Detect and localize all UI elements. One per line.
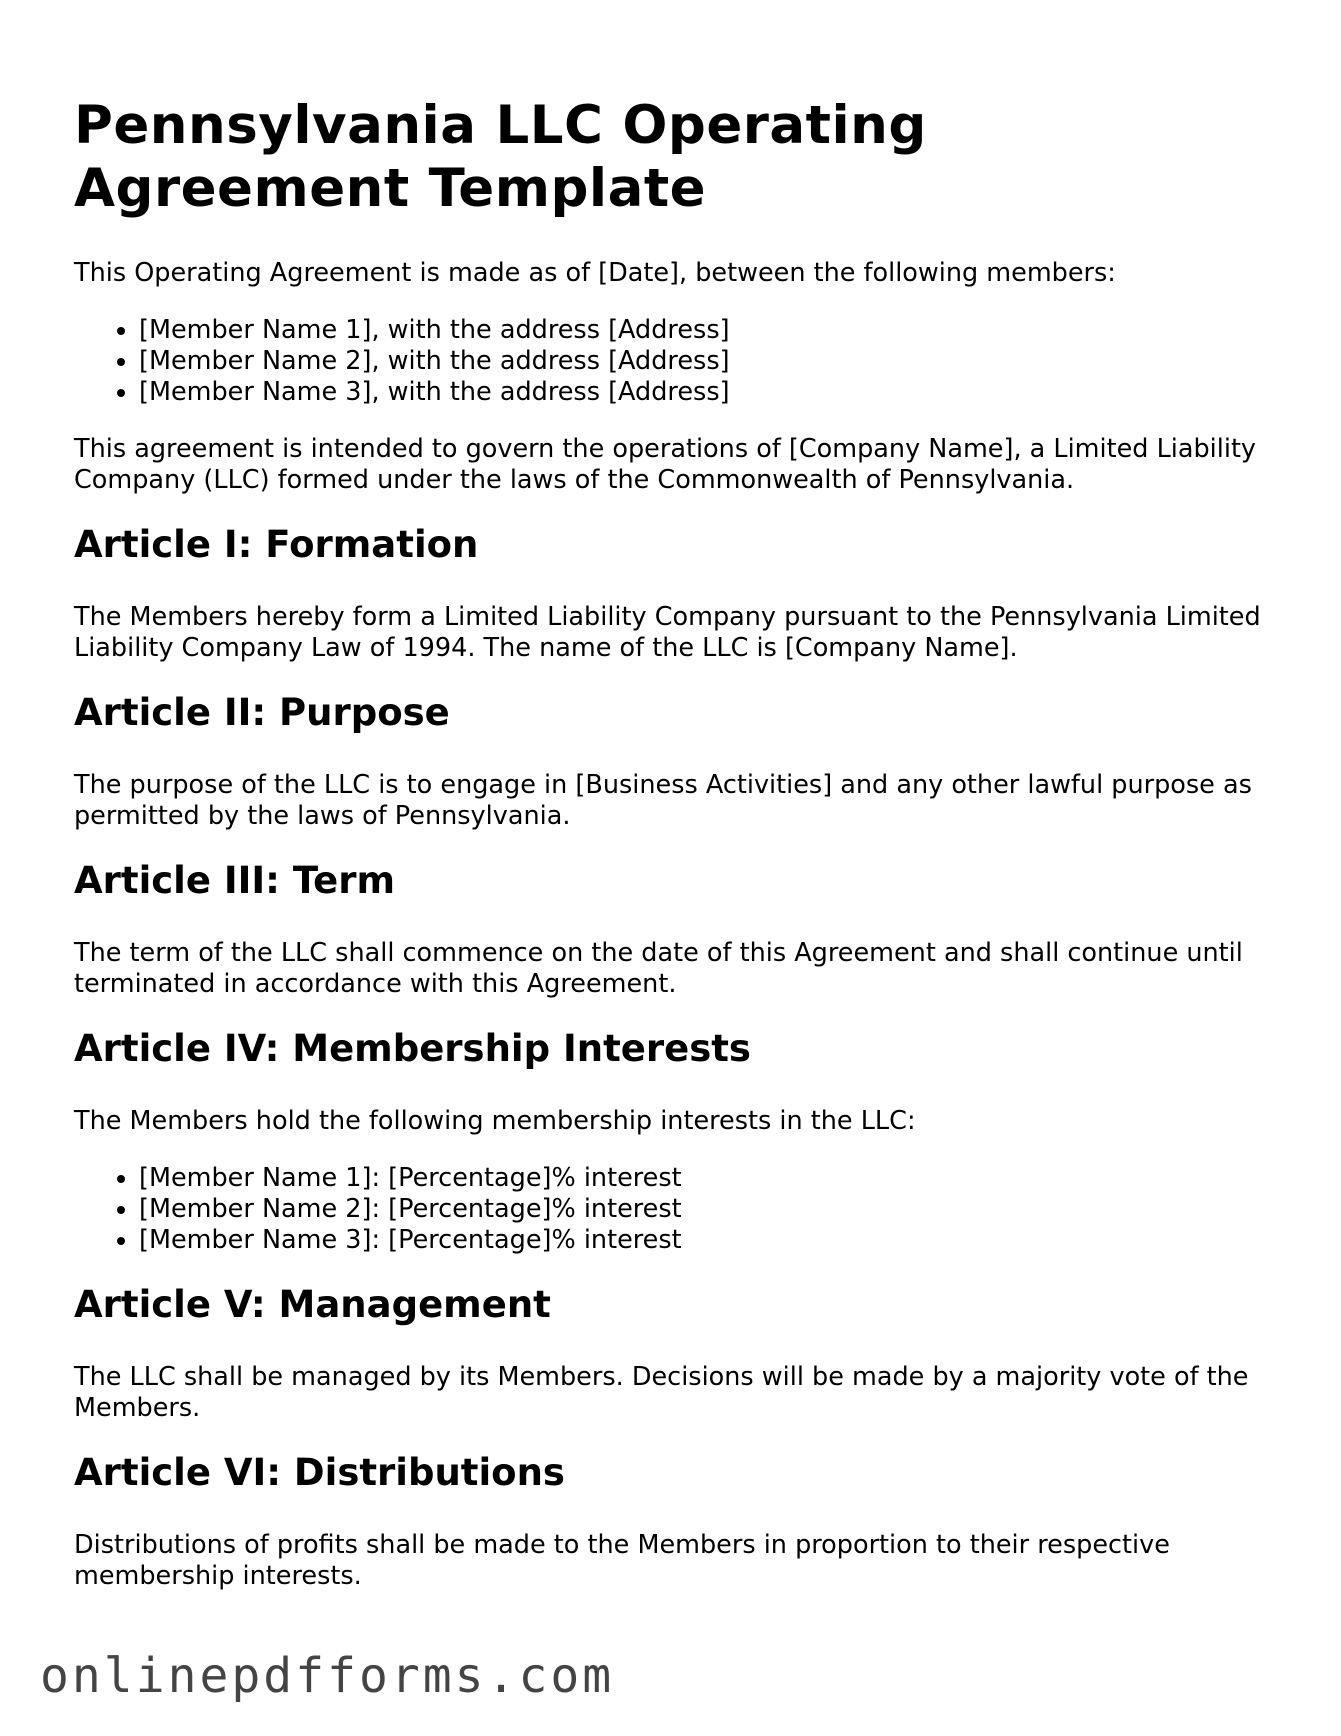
list-item: • [Member Name 3], with the address [Address]	[139, 377, 1274, 408]
list-item: • [Member Name 3]: [Percentage]% interest	[139, 1225, 1274, 1256]
membership-interests-list	[74, 1163, 1274, 1256]
list-item: • [Member Name 1], with the address [Address]	[139, 315, 1274, 346]
list-item: • [Member Name 1]: [Percentage]% interest	[139, 1163, 1274, 1194]
watermark-text: onlinepdfforms.com	[40, 1648, 615, 1704]
members-list	[74, 315, 1274, 408]
article-4-body: The Members hold the following membership interests in the LLC:	[74, 1106, 916, 1136]
article-1-body: The Members hereby form a Limited Liability Company pursuant to the Pennsylvania Limited Liability Company Law of 1994. The name of the LLC is [Company Name].	[74, 602, 1261, 663]
document-page	[74, 94, 1274, 1618]
article-4-heading: Article IV: Membership Interests	[74, 1027, 751, 1070]
article-2-body: The purpose of the LLC is to engage in [Business Activities] and any other lawful purpose as permitted by the laws of Pennsylvania.	[74, 770, 1252, 831]
article-5-body: The LLC shall be managed by its Members. Decisions will be made by a majority vote of the Members.	[74, 1362, 1249, 1423]
intro-paragraph: This Operating Agreement is made as of [Date], between the following members:	[74, 258, 1116, 288]
article-1-heading: Article I: Formation	[74, 523, 479, 566]
article-5-heading: Article V: Management	[74, 1283, 551, 1326]
list-item: • [Member Name 2]: [Percentage]% interest	[139, 1194, 1274, 1225]
document-title: Pennsylvania LLC Operating Agreement Template	[74, 95, 927, 219]
article-2-heading: Article II: Purpose	[74, 691, 450, 734]
list-item: • [Member Name 2], with the address [Address]	[139, 346, 1274, 377]
article-3-body: The term of the LLC shall commence on the date of this Agreement and shall continue until terminated in accordance with this Agreement.	[74, 938, 1243, 999]
article-6-heading: Article VI: Distributions	[74, 1451, 565, 1494]
article-3-heading: Article III: Term	[74, 859, 396, 902]
article-6-body: Distributions of profits shall be made to the Members in proportion to their respective membership interests.	[74, 1530, 1170, 1591]
purpose-statement: This agreement is intended to govern the operations of [Company Name], a Limited Liability Company (LLC) formed under the laws of the Commonwealth of Pennsylvania.	[74, 434, 1257, 495]
